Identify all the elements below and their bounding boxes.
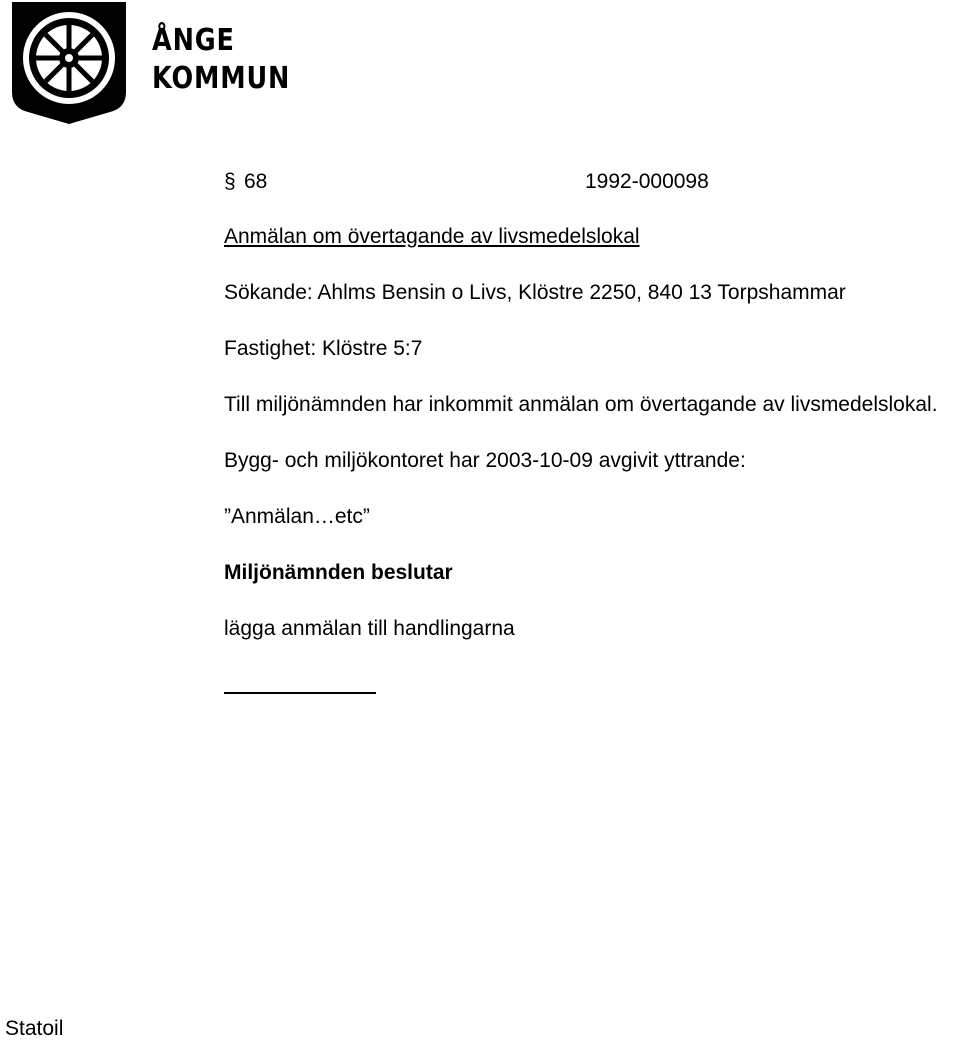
decision-heading: Miljönämnden beslutar <box>224 561 453 584</box>
case-header <box>224 163 960 195</box>
municipality-logo <box>10 0 291 130</box>
decision-text: lägga anmälan till handlingarna <box>224 617 515 640</box>
office-statement: Bygg- och miljökontoret har 2003-10-09 avgivit yttrande: <box>224 449 746 472</box>
applicant-line: Sökande: Ahlms Bensin o Livs, Klöstre 2250, 840 13 Torpshammar <box>224 281 846 304</box>
statement-quote: ”Anmälan…etc” <box>224 505 370 528</box>
diary-number: 1992-000098 <box>585 170 709 193</box>
municipality-name <box>152 22 290 98</box>
case-description: Till miljönämnden har inkommit anmälan om övertagande av livsmedelslokal. <box>224 393 938 416</box>
wheel-shield-icon <box>10 0 128 125</box>
distribution-footer: Statoil <box>5 1017 64 1040</box>
municipality-name-line2: KOMMUN <box>152 61 291 96</box>
signature-line <box>224 692 376 694</box>
case-subject: Anmälan om övertagande av livsmedelslokal <box>224 225 640 248</box>
paragraph-number: 68 <box>244 170 268 193</box>
paragraph-marker: § <box>224 170 236 193</box>
protocol-section <box>224 163 960 694</box>
municipality-name-line1: ÅNGE <box>152 23 235 58</box>
property-line: Fastighet: Klöstre 5:7 <box>224 337 423 360</box>
